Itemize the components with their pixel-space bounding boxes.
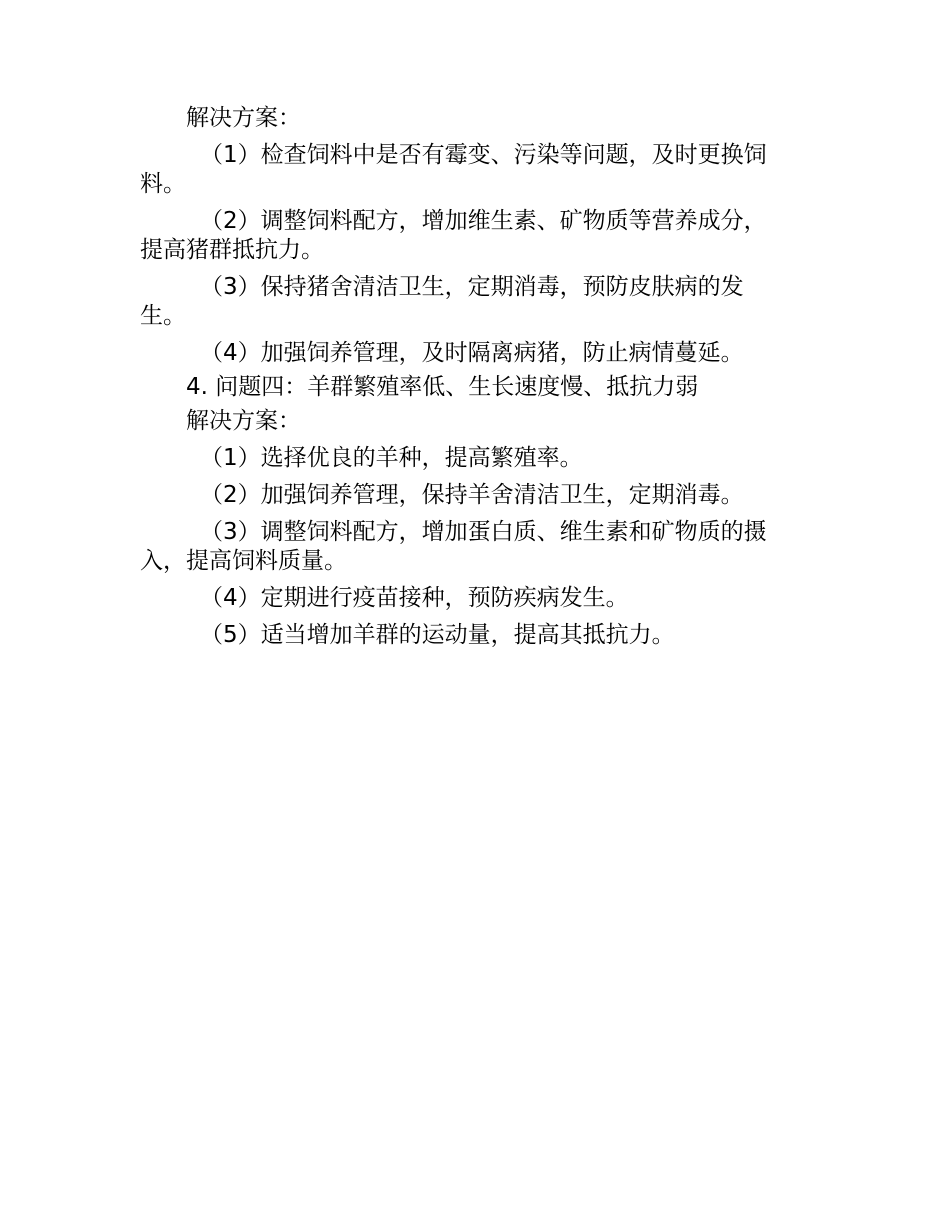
list-item — [140, 518, 800, 576]
list-item — [140, 444, 800, 473]
list-item — [140, 621, 800, 650]
list-item-line: （5）适当增加羊群的运动量，提高其抵抗力。 — [200, 622, 675, 648]
list-item-line: （1）检查饲料中是否有霉变、污染等问题，及时更换饲 — [200, 142, 767, 168]
list-item — [140, 481, 800, 510]
list-item — [140, 273, 800, 331]
document-body — [140, 104, 800, 650]
list-item-line: （1）选择优良的羊种，提高繁殖率。 — [200, 445, 583, 471]
list-item-line: （3）保持猪舍清洁卫生，定期消毒，预防皮肤病的发 — [200, 274, 744, 300]
list-item-line-wrap: 料。 — [140, 171, 186, 197]
list-item-line: （2）调整饲料配方，增加维生素、矿物质等营养成分， — [200, 208, 767, 234]
list-item-line: （3）调整饲料配方，增加蛋白质、维生素和矿物质的摄 — [200, 519, 767, 545]
list-item — [140, 207, 800, 265]
list-item — [140, 339, 800, 368]
solution-heading-1: 解决方案： — [186, 105, 301, 131]
list-item-line-wrap: 入，提高饲料质量。 — [140, 548, 347, 574]
list-item-line: （4）定期进行疫苗接种，预防疾病发生。 — [200, 585, 629, 611]
list-item-line-wrap: 生。 — [140, 303, 186, 329]
list-item-line-wrap: 提高猪群抵抗力。 — [140, 237, 324, 263]
problem-four-title: 4. 问题四：羊群繁殖率低、生长速度慢、抵抗力弱 — [186, 374, 699, 400]
solution-heading-2: 解决方案： — [186, 408, 301, 434]
list-item-line: （2）加强饲养管理，保持羊舍清洁卫生，定期消毒。 — [200, 482, 744, 508]
list-item-line: （4）加强饲养管理，及时隔离病猪，防止病情蔓延。 — [200, 340, 744, 366]
list-item — [140, 141, 800, 199]
list-item — [140, 584, 800, 613]
